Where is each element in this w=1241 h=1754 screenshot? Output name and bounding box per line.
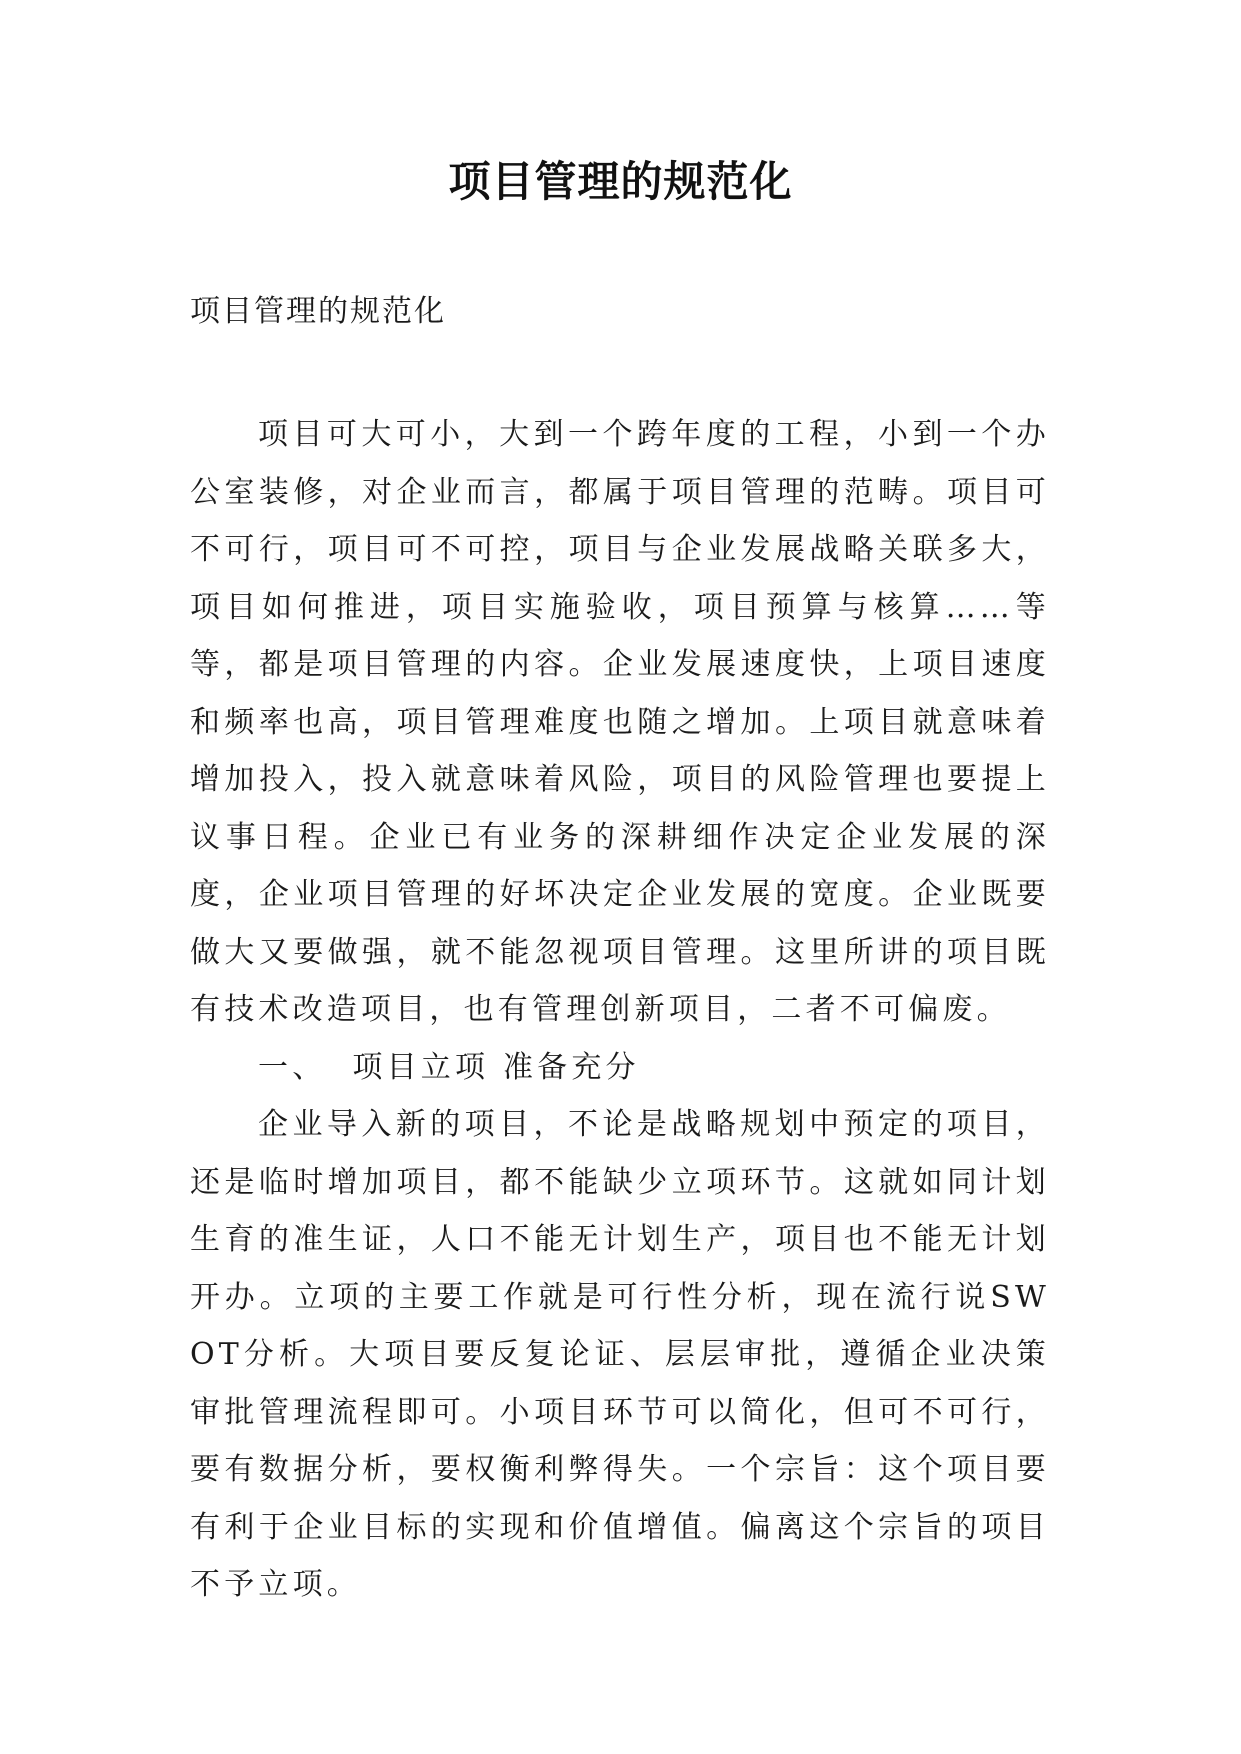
section-heading xyxy=(190,1039,1050,1097)
intro-paragraph: 项目可大可小，大到一个跨年度的工程，小到一个办公室装修，对企业而言，都属于项目管理的范畴。项目可不可行，项目可不可控，项目与企业发展战略关联多大，项目如何推进，项目实施验收，项目预算与核算……等等，都是项目管理的内容。企业发展速度快，上项目速度和频率也高，项目管理难度也随之增加。上项目就意味着增加投入，投入就意味着风险，项目的风险管理也要提上议事日程。企业已有业务的深耕细作决定企业发展的深度，企业项目管理的好坏决定企业发展的宽度。企业既要做大又要做强，就不能忽视项目管理。这里所讲的项目既有技术改造项目，也有管理创新项目，二者不可偏废。 xyxy=(190,417,1050,1027)
document-subtitle: 项目管理的规范化 xyxy=(190,294,446,329)
section-number: 一、 xyxy=(258,1049,327,1085)
document-title: 项目管理的规范化 xyxy=(448,157,793,206)
section-heading-text: 项目立项 准备充分 xyxy=(352,1049,640,1085)
section-paragraph: 企业导入新的项目，不论是战略规划中预定的项目，还是临时增加项目，都不能缺少立项环节。这就如同计划生育的准生证，人口不能无计划生产，项目也不能无计划开办。立项的主要工作就是可行性分析，现在流行说SWOT分析。大项目要反复论证、层层审批，遵循企业决策审批管理流程即可。小项目环节可以简化，但可不可行，要有数据分析，要权衡利弊得失。一个宗旨：这个项目要有利于企业目标的实现和价值增值。偏离这个宗旨的项目不予立项。 xyxy=(190,1107,1050,1602)
document-body xyxy=(190,406,1050,1614)
